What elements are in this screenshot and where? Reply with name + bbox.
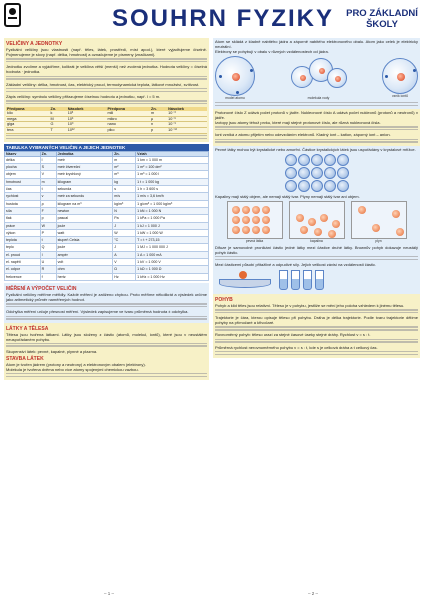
unit-cell: W	[40, 222, 56, 229]
prefix-cell: p	[150, 127, 167, 133]
unit-cell: Ω	[113, 266, 136, 273]
table-row	[5, 200, 209, 207]
prefix-cell: T	[50, 127, 67, 133]
unit-cell: hmotnost	[5, 178, 41, 185]
unit-cell: Q	[40, 244, 56, 251]
unit-cell: metr	[56, 156, 113, 163]
unit-cell: délka	[5, 156, 41, 163]
paragraph: Tělesa jsou tvořena látkami. Látky jsou složeny z částic (atomů, molekul, iontů), které jsou v neustálém neuspořádaném pohybu.	[6, 331, 207, 342]
text-block	[215, 326, 418, 331]
column-header: Zn.	[113, 151, 136, 156]
atom-section	[213, 38, 420, 109]
unit-cell: Hz	[113, 273, 136, 280]
unit-cell: el. proud	[5, 251, 41, 258]
unit-cell: pascal	[56, 215, 113, 222]
text-block	[215, 351, 418, 356]
unit-cell: F	[40, 207, 56, 214]
ion-figure	[382, 56, 418, 100]
prefix-cell: 10⁶	[67, 116, 107, 122]
unit-cell: síla	[5, 207, 41, 214]
unit-cell: metr čtvereční	[56, 164, 113, 171]
publisher-logo	[4, 3, 21, 27]
unit-cell: 1 t = 1 000 kg	[136, 178, 209, 185]
text-block	[6, 373, 207, 378]
unit-cell: el. napětí	[5, 259, 41, 266]
atom-figure	[215, 56, 255, 100]
unit-cell: m³	[113, 171, 136, 178]
prefix-table	[6, 107, 207, 133]
section-title-quantities: VELIČINY A JEDNOTKY	[6, 41, 63, 47]
prefix-cell: M	[50, 116, 67, 122]
prefix-cell: mili	[106, 111, 150, 116]
section-title-matter: LÁTKY A TĚLESA	[6, 325, 49, 332]
unit-cell: newton	[56, 207, 113, 214]
quantities-section	[4, 38, 209, 142]
table-row	[5, 186, 209, 193]
section-title-motion: POHYB	[215, 296, 233, 303]
figure-caption: molekula vody	[307, 96, 330, 100]
unit-cell: teplota	[5, 237, 41, 244]
unit-cell: m	[113, 156, 136, 163]
unit-cell: el. odpor	[5, 266, 41, 273]
unit-cell: hustota	[5, 200, 41, 207]
unit-cell: kilogram	[56, 178, 113, 185]
unit-cell: sekunda	[56, 186, 113, 193]
unit-cell: 1 kW = 1 000 W	[136, 229, 209, 236]
liquid-box	[289, 201, 345, 239]
unit-cell: T = t + 273,15	[136, 237, 209, 244]
unit-cell: 1 m³ = 1 000 l	[136, 171, 209, 178]
table-row	[5, 229, 209, 236]
unit-cell: U	[40, 259, 56, 266]
table-row	[5, 215, 209, 222]
text-block	[6, 303, 207, 308]
unit-cell: čas	[5, 186, 41, 193]
unit-cell: s	[113, 186, 136, 193]
unit-cell: 1 m/s = 3,6 km/h	[136, 193, 209, 200]
unit-cell: kilogram na m³	[56, 200, 113, 207]
text-block	[215, 339, 418, 344]
paragraph: Iont vzniká z atomu přijetím nebo odevzdáním elektronů. Kladný iont – kation, záporný iont – anion.	[215, 132, 391, 138]
table-row	[5, 156, 209, 163]
section-title-structure: STAVBA LÁTEK	[6, 355, 44, 362]
unit-cell: metr za sekundu	[56, 193, 113, 200]
unit-cell: ohm	[56, 266, 113, 273]
table-row	[6, 127, 207, 133]
unit-cell: rychlost	[5, 193, 41, 200]
unit-cell: objem	[5, 171, 41, 178]
table-row	[5, 178, 209, 185]
unit-cell: 1 kJ = 1 000 J	[136, 222, 209, 229]
text-block	[215, 309, 418, 314]
unit-cell: 1 kN = 1 000 N	[136, 207, 209, 214]
experiment-figures	[215, 270, 418, 290]
unit-cell: ρ	[40, 200, 56, 207]
text-block	[215, 102, 418, 107]
prefix-cell: 10⁻⁶	[167, 116, 207, 122]
prefix-cell: 10⁻¹²	[167, 127, 207, 133]
unit-cell: teplo	[5, 244, 41, 251]
text-block	[6, 135, 207, 140]
section-title-measure: MĚŘENÍ A VÝPOČET VELIČIN	[6, 285, 77, 292]
paragraph: Difuze je samovolné pronikání částic jedné látky mezi částice druhé látky. Brownův pohyb dokazuje neustálý pohyb částic.	[215, 244, 418, 255]
paragraph: Skupenství látek: pevné, kapalné, plynné a plazma.	[6, 348, 98, 354]
unit-cell: 1 kHz = 1 000 Hz	[136, 273, 209, 280]
prefix-cell: G	[50, 122, 67, 128]
nucleus-section	[213, 109, 420, 146]
molecule-figure	[289, 56, 349, 100]
unit-cell: 1 kPa = 1 000 Pa	[136, 215, 209, 222]
table-row	[5, 266, 209, 273]
unit-cell: joule	[56, 244, 113, 251]
unit-cell: stupeň Celsia	[56, 237, 113, 244]
gas-box	[351, 201, 407, 239]
unit-cell: 1 h = 3 600 s	[136, 186, 209, 193]
table-row	[5, 244, 209, 251]
table-row	[5, 207, 209, 214]
prefix-cell: n	[150, 122, 167, 128]
prefix-cell: 10³	[67, 111, 107, 116]
text-block	[6, 100, 207, 105]
atom-illustration	[215, 56, 255, 96]
paragraph: Fyzikální veličiny měříme měřidly. Každé měření je zatíženo chybou. Proto měříme několikrát a výsledek určíme jako aritmetický průměr naměřených hodnot.	[6, 291, 207, 302]
unit-cell: m²	[113, 164, 136, 171]
unit-cell: výkon	[5, 229, 41, 236]
unit-cell: R	[40, 266, 56, 273]
table-row	[5, 259, 209, 266]
table-row	[5, 171, 209, 178]
crystal-figure	[215, 154, 418, 192]
figure-caption: pevná látka	[245, 238, 264, 243]
paragraph: Odchylka měření určuje přesnost měření. Výsledek zapisujeme ve tvaru průměrná hodnota ± odchylka.	[6, 309, 189, 315]
prefix-cell: mikro	[106, 116, 150, 122]
unit-cell: 1 MJ = 1 000 000 J	[136, 244, 209, 251]
text-block	[215, 256, 418, 261]
paragraph: Základní veličiny: délka, hmotnost, čas, elektrický proud, termodynamická teplota, látkové množství, svítivost.	[6, 81, 200, 87]
unit-cell: metr krychlový	[56, 171, 113, 178]
prefix-cell: giga	[6, 122, 50, 128]
surface-tension-illustration	[215, 270, 275, 290]
crystal-section	[213, 146, 420, 294]
paragraph: Protonové číslo Z udává počet protonů v jádře. Nukleonové číslo A udává počet nukleonů (protonů a neutronů) v jádře.	[215, 110, 418, 120]
matter-section	[4, 323, 209, 381]
unit-cell: volt	[56, 259, 113, 266]
column-header: Předpona	[6, 107, 50, 111]
unit-cell: 1 m² = 100 dm²	[136, 164, 209, 171]
paragraph: Trajektorie je čára, kterou opisuje těleso při pohybu. Dráha je délka trajektorie. Podle tvaru trajektorie dělíme pohyby na přímočaré a křivočaré.	[215, 315, 418, 326]
unit-cell: watt	[56, 229, 113, 236]
unit-cell: J	[113, 222, 136, 229]
text-block	[6, 58, 207, 63]
prefix-cell: 10⁻⁹	[167, 122, 207, 128]
paragraph: Atom je tvořen jádrem (protony a neutrony) a elektronovým obalem (elektrony).	[6, 361, 146, 367]
unit-cell: N	[113, 207, 136, 214]
left-column	[4, 38, 209, 584]
unit-cell: f	[40, 273, 56, 280]
paragraph: Molekula je tvořena dvěma nebo více atomy spojenými chemickou vazbou.	[6, 366, 139, 372]
prefix-cell: 10⁹	[67, 122, 107, 128]
paragraph: Rovnoměrný pohyb: těleso urazí za stejné časové úseky stejné dráhy. Rychlost v = s : t.	[215, 332, 371, 338]
unit-cell: m/s	[113, 193, 136, 200]
prefix-cell: 10¹²	[67, 127, 107, 133]
page-number-left: – 1 –	[104, 591, 115, 596]
paragraph: Pohyb a klid těles jsou relativní. Těleso je v pohybu, jestliže se mění jeho poloha vzhledem k jinému tělesu.	[215, 302, 405, 308]
unit-cell: l	[40, 156, 56, 163]
paragraph: Atom se skládá z kladně nabitého jádra a záporně nabitého elektronového obalu. Atom jako celek je elektricky neutrální.	[215, 39, 418, 49]
unit-cell: Pa	[113, 215, 136, 222]
right-column	[213, 38, 420, 584]
table-row	[5, 237, 209, 244]
prefix-cell: tera	[6, 127, 50, 133]
units-table	[4, 151, 209, 281]
text-block	[6, 76, 207, 81]
unit-cell: kg/m³	[113, 200, 136, 207]
paragraph: Kapaliny mají stálý objem, ale nemají stálý tvar. Plyny nemají stálý tvar ani objem.	[215, 193, 360, 199]
figure-caption: vznik iontů	[391, 94, 409, 98]
page-header	[0, 0, 424, 38]
paragraph: Mezi částicemi působí přitažlivé a odpudivé síly. Jejich velikost závisí na vzdálenosti částic.	[215, 261, 377, 267]
table-row	[5, 193, 209, 200]
unit-cell: 1 kΩ = 1 000 Ω	[136, 266, 209, 273]
prefix-cell: piko	[106, 127, 150, 133]
units-table-title: TABULKA VYBRANÝCH VELIČIN A JEJICH JEDNOTEK	[4, 144, 209, 151]
unit-cell: 1 A = 1 000 mA	[136, 251, 209, 258]
prefix-cell: 10⁻³	[167, 111, 207, 116]
unit-cell: °C	[113, 237, 136, 244]
table-row	[5, 164, 209, 171]
unit-cell: 1 kV = 1 000 V	[136, 259, 209, 266]
unit-cell: S	[40, 164, 56, 171]
prefix-cell: kilo	[6, 111, 50, 116]
unit-cell: t	[40, 237, 56, 244]
states-of-matter-figure	[215, 201, 418, 243]
prefix-cell: k	[50, 111, 67, 116]
unit-cell: 1 km = 1 000 m	[136, 156, 209, 163]
column-header: Násobek	[67, 107, 107, 111]
page-number-right: – 2 –	[308, 591, 319, 596]
column-header: Vztah	[136, 151, 209, 156]
text-block	[6, 316, 207, 321]
unit-cell: v	[40, 193, 56, 200]
unit-cell: frekvence	[5, 273, 41, 280]
column-header: Název	[5, 151, 41, 156]
unit-cell: m	[40, 178, 56, 185]
unit-cell: práce	[5, 222, 41, 229]
paragraph: Průměrná rychlost nerovnoměrného pohybu v = s : t, kde s je celková dráha a t celkový čas.	[215, 344, 378, 350]
unit-cell: plocha	[5, 164, 41, 171]
table-row	[5, 222, 209, 229]
figure-caption: kapalina	[310, 238, 323, 243]
unit-cell: V	[40, 171, 56, 178]
page-subtitle: PRO ZÁKLADNÍ ŠKOLY	[346, 8, 418, 30]
column-header: Jednotka	[56, 151, 113, 156]
text-block	[6, 88, 207, 93]
text-block	[215, 126, 418, 131]
atom-figures	[215, 56, 418, 100]
unit-cell: A	[113, 251, 136, 258]
text-block	[215, 139, 418, 144]
motion-section	[213, 294, 420, 358]
unit-cell: joule	[56, 222, 113, 229]
column-header: Zn.	[150, 107, 167, 111]
column-header: Zn.	[40, 151, 56, 156]
paragraph: Fyzikální veličiny jsou vlastnosti (např. těles, látek, prostředí, míst apod.), které vyjadřujeme číselně. Pojmenujeme je slovy (např. délka, hmotnost) a označujeme je písmeny (značkami).	[6, 47, 207, 57]
prefix-cell: mega	[6, 116, 50, 122]
unit-cell: I	[40, 251, 56, 258]
unit-cell: hertz	[56, 273, 113, 280]
prefix-cell: μ	[150, 116, 167, 122]
column-header: Zn.	[50, 107, 67, 111]
table-row	[5, 251, 209, 258]
unit-cell: t	[40, 186, 56, 193]
page-title: SOUHRN FYZIKY	[112, 5, 335, 32]
unit-cell: 1 g/cm³ = 1 000 kg/m³	[136, 200, 209, 207]
unit-cell: p	[40, 215, 56, 222]
unit-cell: J	[113, 244, 136, 251]
paragraph: Jednotku zvolíme a vyjádříme, kolikrát je veličina větší (menší) než zvolená jednotka. Hodnota veličiny = číselná hodnota · jednotka.	[6, 64, 207, 75]
crystal-lattice-illustration	[285, 154, 349, 192]
unit-cell: W	[113, 229, 136, 236]
prefix-cell: nano	[106, 122, 150, 128]
unit-cell: P	[40, 229, 56, 236]
paragraph: Zápis veličiny: symbolu veličiny přiřazujeme číselnou hodnotu a jednotku, např. l = 5 m.	[6, 93, 161, 99]
paragraph: Elektrony se pohybují v obalu v různých vzdálenostech od jádra.	[215, 49, 329, 54]
capillary-tubes-illustration	[279, 270, 324, 290]
figure-caption: plyn	[375, 238, 382, 243]
text-block	[6, 343, 207, 348]
measure-section	[4, 283, 209, 323]
table-row	[5, 273, 209, 280]
paragraph: Pevné látky mohou být krystalické nebo amorfní. Částice krystalických látek jsou uspořádány v krystalové mřížce.	[215, 146, 416, 152]
figure-caption: model atomu	[225, 96, 245, 100]
unit-cell: tlak	[5, 215, 41, 222]
solid-box	[227, 201, 283, 239]
prefix-cell: m	[150, 111, 167, 116]
unit-cell: kg	[113, 178, 136, 185]
unit-cell: V	[113, 259, 136, 266]
paragraph: Izotopy jsou atomy téhož prvku, které mají stejné protonové číslo, ale různá nukleonová čísla.	[215, 120, 381, 125]
column-header: Násobek	[167, 107, 207, 111]
column-header: Předpona	[106, 107, 150, 111]
unit-cell: ampér	[56, 251, 113, 258]
